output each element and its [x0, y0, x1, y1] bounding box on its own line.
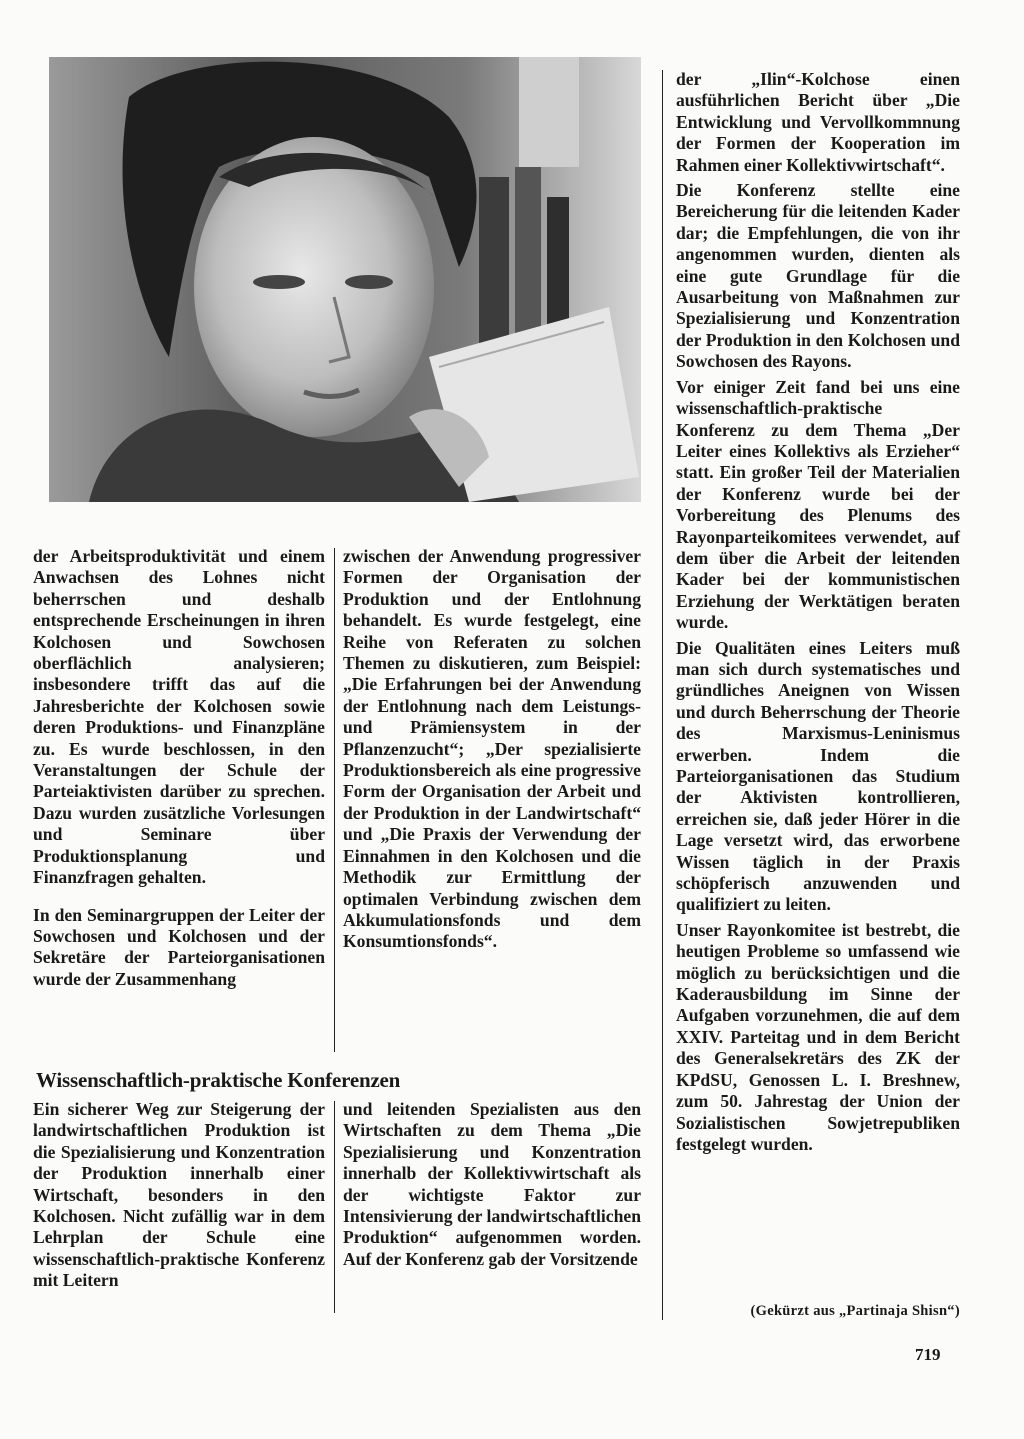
column-left-lower — [33, 1099, 325, 1292]
paragraph: Die Konferenz stellte eine Bereicherung für die leitenden Kader dar; die Empfehlungen, die von ihr angenommen wurden, dienten als eine gute Grundlage für die Ausarbeitung von Maßnahmen zur Spezialisierung und Konzentration der Produktion in den Kolchosen und Sowchosen des Rayons. — [676, 180, 960, 372]
source-citation: (Gekürzt aus „Partinaja Shisn“) — [750, 1303, 960, 1319]
paragraph: und leitenden Spezialisten aus den Wirtschaften zu dem Thema „Die Spezialisierung und Konzentration innerhalb der Kollektivwirtschaft als der wichtigste Faktor zur Intensivierung der landwirtschaftlichen Produktion“ aufgenommen worden. Auf der Konferenz gab der Vorsitzende — [343, 1099, 641, 1269]
page-number: 719 — [915, 1345, 941, 1364]
column-left-upper — [33, 546, 325, 990]
section-heading: Wissenschaftlich-praktische Konferenzen — [36, 1068, 401, 1092]
paragraph: der Arbeitsproduktivität und einem Anwachsen des Lohnes nicht beherrschen und deshalb entsprechende Erscheinungen in ihren Kolchosen und Sowchosen oberflächlich analysieren; insbesondere trifft das auf die Jahresberichte der Kolchosen sowie deren Produktions- und Finanzpläne zu. Es wurde beschlossen, in den Veranstaltungen der Schule der Parteiaktivisten darüber zu sprechen. Dazu wurden zusätzliche Vorlesungen und Seminare über Produktionsplanung und Finanzfragen gehalten. — [33, 546, 325, 888]
paragraph: zwischen der Anwendung progressiver Formen der Organisation der Produktion und der Entlohnung behandelt. Es wurde festgelegt, eine Reihe von Referaten zu solchen Themen zu diskutieren, zum Beispiel: „Die Erfahrungen bei der Anwendung der Entlohnung nach dem Leistungs- und Prämiensystem in der Pflanzenzucht“; „Der spezialisierte Produktionsbereich als eine progressive Form der Organisation der Arbeit und der Produktion in der Landwirtschaft“ und „Die Praxis der Verwendung der Einnahmen in den Kolchosen und die Methodik zur Ermittlung der optimalen Verbindung zwischen dem Akkumulationsfonds und dem Konsumtionsfonds“. — [343, 546, 641, 952]
paragraph: In den Seminargruppen der Leiter der Sowchosen und Kolchosen und der Sekretäre der Parteiorganisationen wurde der Zusammenhang — [33, 904, 325, 989]
column-mid-lower — [343, 1099, 641, 1270]
paragraph: der „Ilin“-Kolchose einen ausführlichen Bericht über „Die Entwicklung und Vervollkommnung der Formen der Kooperation im Rahmen einer Kollektivwirtschaft“. — [676, 69, 960, 175]
column-divider — [662, 70, 663, 1320]
paragraph: Die Qualitäten eines Leiters muß man sich durch systematisches und gründliches Aneignen von Wissen und durch Beherrschung der Theorie des Marxismus-Leninismus erwerben. Indem die Parteiorganisationen das Studium der Aktivisten kontrollieren, erreichen sie, daß jeder Hörer in die Lage versetzt wird, das erworbene Wissen täglich in der Praxis schöpferisch anzuwenden und qualifiziert zu leiten. — [676, 637, 960, 915]
column-divider — [334, 548, 335, 1052]
column-divider — [334, 1101, 335, 1313]
paragraph: Ein sicherer Weg zur Steigerung der landwirtschaftlichen Produktion ist die Spezialisierung und Konzentration der Produktion innerhalb einer Wirtschaft, besonders in den Kolchosen. Nicht zufällig war in dem Lehrplan der Schule eine wissenschaftlich-praktische Konferenz mit Leitern — [33, 1099, 325, 1291]
paragraph: Unser Rayonkomitee ist bestrebt, die heutigen Probleme so umfassend wie möglich zu berücksichtigen und die Kaderausbildung im Sinne der Aufgaben vorzunehmen, die auf dem XXIV. Parteitag und in dem Bericht des Generalsekretärs des ZK der KPdSU, Genossen L. I. Breshnew, zum 50. Jahrestag der Union der Sozialistischen Sowjetrepubliken festgelegt wurden. — [676, 919, 960, 1154]
portrait-photo — [49, 57, 641, 502]
column-right — [676, 69, 960, 1155]
portrait-photo-icon — [49, 57, 641, 502]
column-mid-upper — [343, 546, 641, 953]
paragraph: Vor einiger Zeit fand bei uns eine wissenschaftlich-praktische Konferenz zu dem Thema „Der Leiter eines Kollektivs als Erzieher“ statt. Ein großer Teil der Materialien der Konferenz wurde bei der Vorbereitung des Plenums des Rayonparteikomitees verwendet, auf dem über die Arbeit der leitenden Kader bei der kommunistischen Erziehung der Werktätigen beraten wurde. — [676, 376, 960, 633]
